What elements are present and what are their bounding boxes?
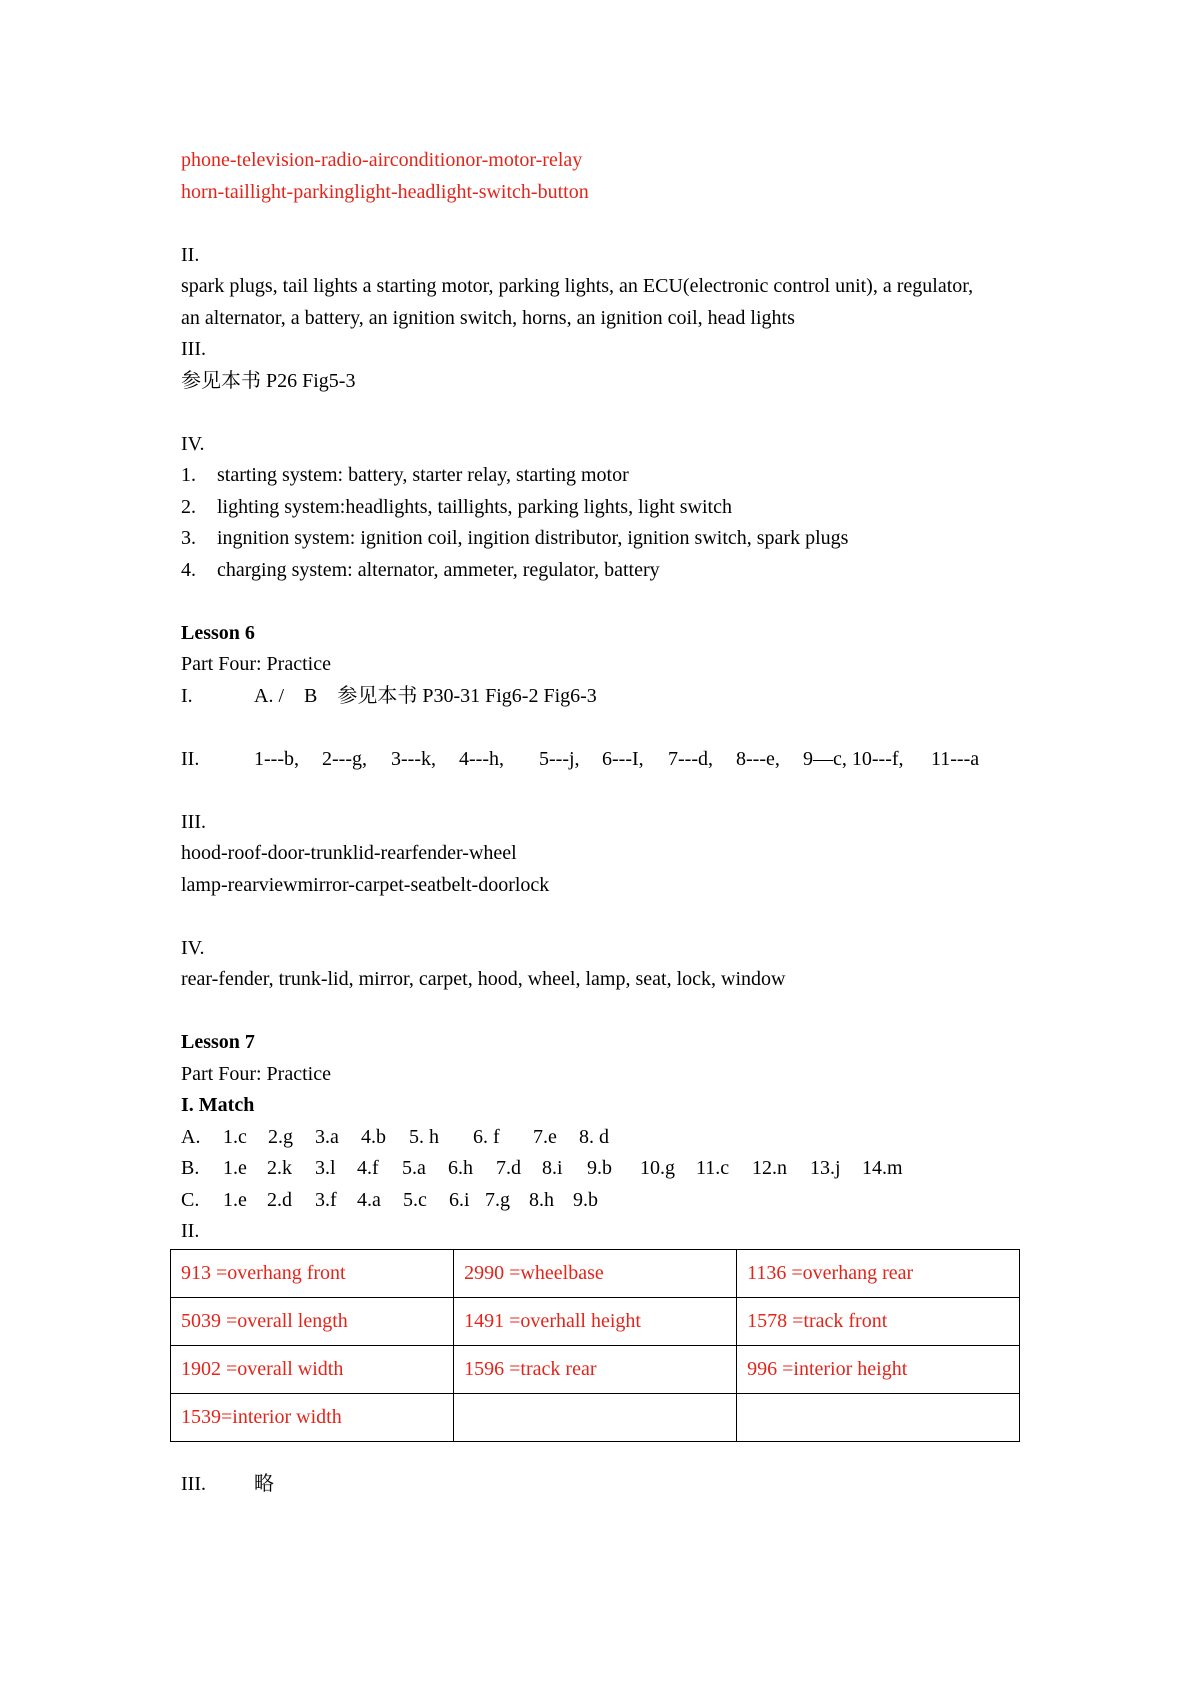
red-answer-line-2: horn-taillight-parkinglight-headlight-switch-button — [181, 180, 589, 203]
match-item: 2---g, — [322, 747, 367, 770]
lesson-7-answer-iii — [181, 1469, 1031, 1501]
table-row — [171, 1345, 1020, 1393]
match-item: 1.c — [223, 1125, 247, 1148]
match-item: 9.b — [587, 1157, 612, 1179]
match-item: 3.a — [315, 1125, 339, 1148]
match-item: 14.m — [862, 1157, 903, 1179]
match-item: 3.l — [315, 1157, 336, 1179]
list-item — [181, 460, 1031, 492]
match-item: 3---k, — [391, 747, 436, 770]
match-title: I. Match — [181, 1094, 255, 1116]
match-item: 7.g — [485, 1188, 510, 1211]
match-item: 4---h, — [459, 747, 504, 770]
table-row — [171, 1249, 1020, 1297]
match-item: 6.i — [449, 1188, 470, 1211]
section-heading-iii: III. — [181, 338, 206, 360]
match-item: 2.d — [267, 1188, 292, 1211]
section-heading-iv: IV. — [181, 936, 205, 959]
row-label: A. — [181, 1125, 201, 1148]
parts-list-line-1: spark plugs, tail lights a starting motor, parking lights, an ECU(electronic control unit), a regulator, — [181, 275, 974, 297]
section-heading-iii: III. — [181, 810, 206, 833]
list-text: charging system: alternator, ammeter, regulator, battery — [217, 558, 660, 581]
table-cell — [454, 1393, 737, 1441]
table-cell: 1596 =track rear — [454, 1345, 737, 1393]
table-cell: 1491 =overhall height — [454, 1297, 737, 1345]
table-cell: 5039 =overall length — [171, 1297, 454, 1345]
list-item — [181, 492, 1031, 524]
match-item: 8---e, — [736, 747, 780, 770]
match-row-a — [181, 1122, 1031, 1154]
parts-word-list: rear-fender, trunk-lid, mirror, carpet, hood, wheel, lamp, seat, lock, window — [181, 968, 786, 990]
lesson-6-part: Part Four: Practice — [181, 653, 331, 675]
table-cell: 913 =overhang front — [171, 1249, 454, 1297]
match-item: 1---b, — [254, 747, 299, 770]
list-item — [181, 555, 1031, 587]
match-item: 1.e — [223, 1188, 247, 1211]
list-text: ingnition system: ignition coil, ingition distributor, ignition switch, spark plugs — [217, 527, 849, 549]
section-heading-iv: IV. — [181, 432, 205, 455]
match-item: 2.g — [268, 1125, 293, 1148]
lesson-7-title: Lesson 7 — [181, 1031, 255, 1053]
match-row-b — [181, 1153, 1031, 1185]
match-item: 10.g — [640, 1157, 675, 1179]
table-cell: 1539=interior width — [171, 1393, 454, 1441]
match-item: 8. d — [579, 1125, 609, 1148]
table-cell: 996 =interior height — [737, 1345, 1020, 1393]
match-item: 7---d, — [668, 747, 713, 770]
section-heading-ii: II. — [181, 243, 200, 266]
list-text: lighting system:headlights, taillights, parking lights, light switch — [217, 495, 732, 518]
match-item: 9.b — [573, 1188, 598, 1211]
row-label: B. — [181, 1157, 200, 1179]
section-heading-ii: II. — [181, 1220, 200, 1242]
book-reference: 参见本书 P26 Fig5-3 — [181, 369, 356, 392]
table-cell: 1902 =overall width — [171, 1345, 454, 1393]
red-answer-line-1: phone-television-radio-airconditionor-motor-relay — [181, 149, 583, 171]
match-item: 11---a — [931, 747, 980, 770]
lesson-6-answer-i — [181, 681, 1031, 713]
match-item: 4.f — [357, 1157, 379, 1179]
list-number: 4. — [181, 558, 196, 581]
match-item: 5.c — [403, 1188, 427, 1211]
table-cell: 1578 =track front — [737, 1297, 1020, 1345]
roman-label: III. — [181, 1472, 206, 1495]
table-cell: 1136 =overhang rear — [737, 1249, 1020, 1297]
row-label: C. — [181, 1188, 200, 1211]
match-item: 7.e — [533, 1125, 557, 1148]
parts-sequence-2: lamp-rearviewmirror-carpet-seatbelt-doorlock — [181, 873, 550, 896]
document-page — [181, 145, 1031, 1500]
table-cell — [737, 1393, 1020, 1441]
match-item: 3.f — [315, 1188, 337, 1211]
match-item: 7.d — [496, 1157, 521, 1179]
list-number: 1. — [181, 464, 196, 486]
lesson-6-answer-ii — [181, 744, 1031, 776]
match-item: 11.c — [696, 1157, 730, 1179]
table-cell: 2990 =wheelbase — [454, 1249, 737, 1297]
match-item: 8.h — [529, 1188, 554, 1211]
match-item: 6.h — [448, 1157, 473, 1179]
table-row — [171, 1393, 1020, 1441]
match-item: 5.a — [402, 1157, 426, 1179]
list-text: starting system: battery, starter relay, starting motor — [217, 464, 629, 486]
match-item: 6---I, — [602, 747, 644, 770]
match-item: 9—c, 10---f, — [803, 747, 904, 770]
parts-list-line-2: an alternator, a battery, an ignition switch, horns, an ignition coil, head lights — [181, 306, 795, 329]
parts-sequence-1: hood-roof-door-trunklid-rearfender-wheel — [181, 842, 517, 864]
match-item: 5. h — [409, 1125, 439, 1148]
match-item: 1.e — [223, 1157, 247, 1179]
dimensions-table — [170, 1249, 1020, 1442]
match-item: 13.j — [810, 1157, 841, 1179]
match-item: 6. f — [473, 1125, 500, 1148]
match-item: 4.b — [361, 1125, 386, 1148]
match-row-c — [181, 1185, 1031, 1217]
lesson-6-title: Lesson 6 — [181, 621, 255, 644]
answer-text: 略 — [254, 1472, 274, 1495]
lesson-7-part: Part Four: Practice — [181, 1062, 331, 1085]
roman-label: I. — [181, 684, 193, 707]
match-item: 8.i — [542, 1157, 563, 1179]
match-item: 4.a — [357, 1188, 381, 1211]
list-number: 2. — [181, 495, 196, 518]
answer-text: A. / B 参见本书 P30-31 Fig6-2 Fig6-3 — [254, 684, 597, 707]
list-number: 3. — [181, 527, 196, 549]
match-item: 5---j, — [539, 747, 580, 770]
list-item — [181, 523, 1031, 555]
roman-label: II. — [181, 747, 200, 770]
table-row — [171, 1297, 1020, 1345]
match-item: 12.n — [752, 1157, 787, 1179]
match-item: 2.k — [267, 1157, 292, 1179]
